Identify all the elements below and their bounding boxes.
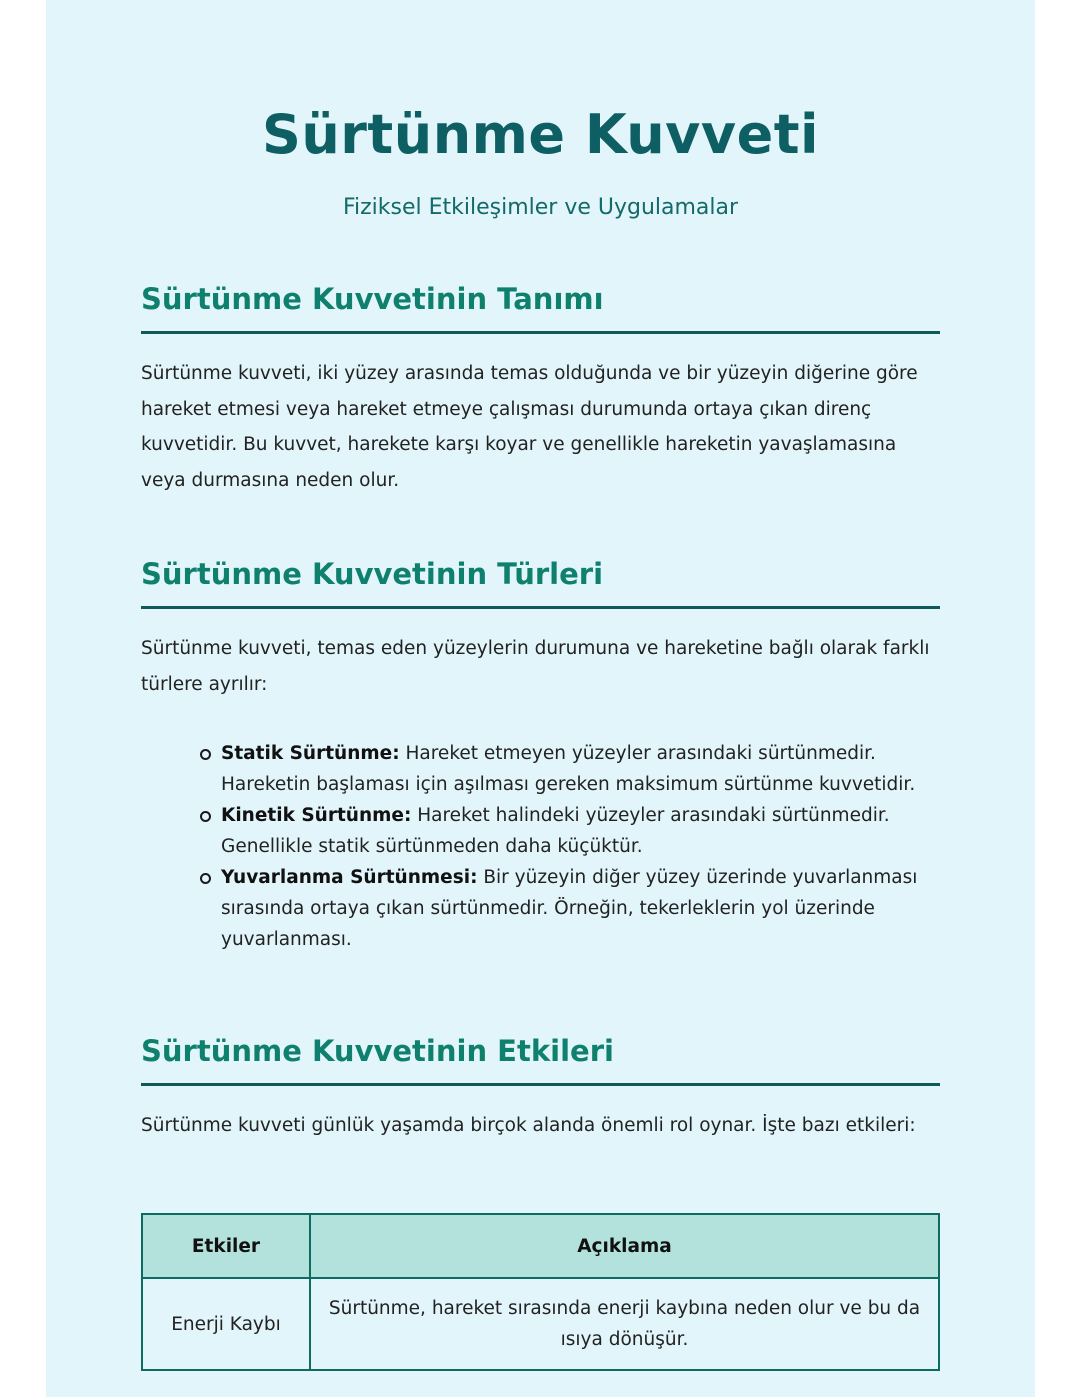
section-paragraph: Sürtünme kuvveti, temas eden yüzeylerin durumuna ve hareketine bağlı olarak farklı türlere ayrılır: — [141, 638, 930, 695]
section-paragraph: Sürtünme kuvveti, iki yüzey arasında temas olduğunda ve bir yüzeyin diğerine göre hareket etmesi veya hareket etmeye çalışması durumunda ortaya çıkan direnç kuvvetidir. Bu kuvvet, harekete karşı koyar ve genellikle hareketin yavaşlamasına veya durmasına neden olur. — [141, 363, 918, 491]
list-item-text: Hareket etmeyen yüzeyler arasındaki sürtünmedir. Hareketin başlaması için aşılması gereken maksimum sürtünme kuvvetidir. — [221, 743, 916, 795]
list-item-term: Yuvarlanma Sürtünmesi: — [221, 867, 478, 888]
section-types — [141, 554, 940, 955]
page-title: Sürtünme Kuvveti — [261, 103, 820, 166]
section-definition — [141, 279, 940, 498]
page-subtitle: Fiziksel Etkileşimler ve Uygulamalar — [342, 195, 739, 220]
table-cell: Enerji Kaybı — [142, 1278, 310, 1370]
list-item-term: Kinetik Sürtünme: — [221, 805, 412, 826]
list-item-text: Hareket halindeki yüzeyler arasındaki sürtünmedir. Genellikle statik sürtünmeden daha küçüktür. — [221, 805, 890, 857]
list-item-text: Bir yüzeyin diğer yüzey üzerinde yuvarlanması sırasında ortaya çıkan sürtünmedir. Örneğin, tekerleklerin yol üzerinde yuvarlanması. — [221, 867, 918, 950]
document-page — [46, 0, 1035, 1397]
section-heading: Sürtünme Kuvvetinin Tanımı — [141, 279, 940, 334]
section-effects — [141, 1031, 940, 1144]
friction-types-list — [141, 738, 940, 955]
effects-table — [141, 1213, 940, 1371]
list-item — [221, 738, 940, 800]
column-header: Etkiler — [142, 1214, 310, 1278]
list-item — [221, 862, 940, 955]
list-item — [221, 800, 940, 862]
list-item-term: Statik Sürtünme: — [221, 743, 400, 764]
column-header: Açıklama — [310, 1214, 939, 1278]
table-header-row — [142, 1214, 939, 1278]
section-paragraph: Sürtünme kuvveti günlük yaşamda birçok alanda önemli rol oynar. İşte bazı etkileri: — [141, 1115, 916, 1136]
section-heading: Sürtünme Kuvvetinin Etkileri — [141, 1031, 940, 1086]
table-cell: Sürtünme, hareket sırasında enerji kaybına neden olur ve bu da ısıya dönüşür. — [310, 1278, 939, 1370]
section-heading: Sürtünme Kuvvetinin Türleri — [141, 554, 940, 609]
table-row — [142, 1278, 939, 1370]
